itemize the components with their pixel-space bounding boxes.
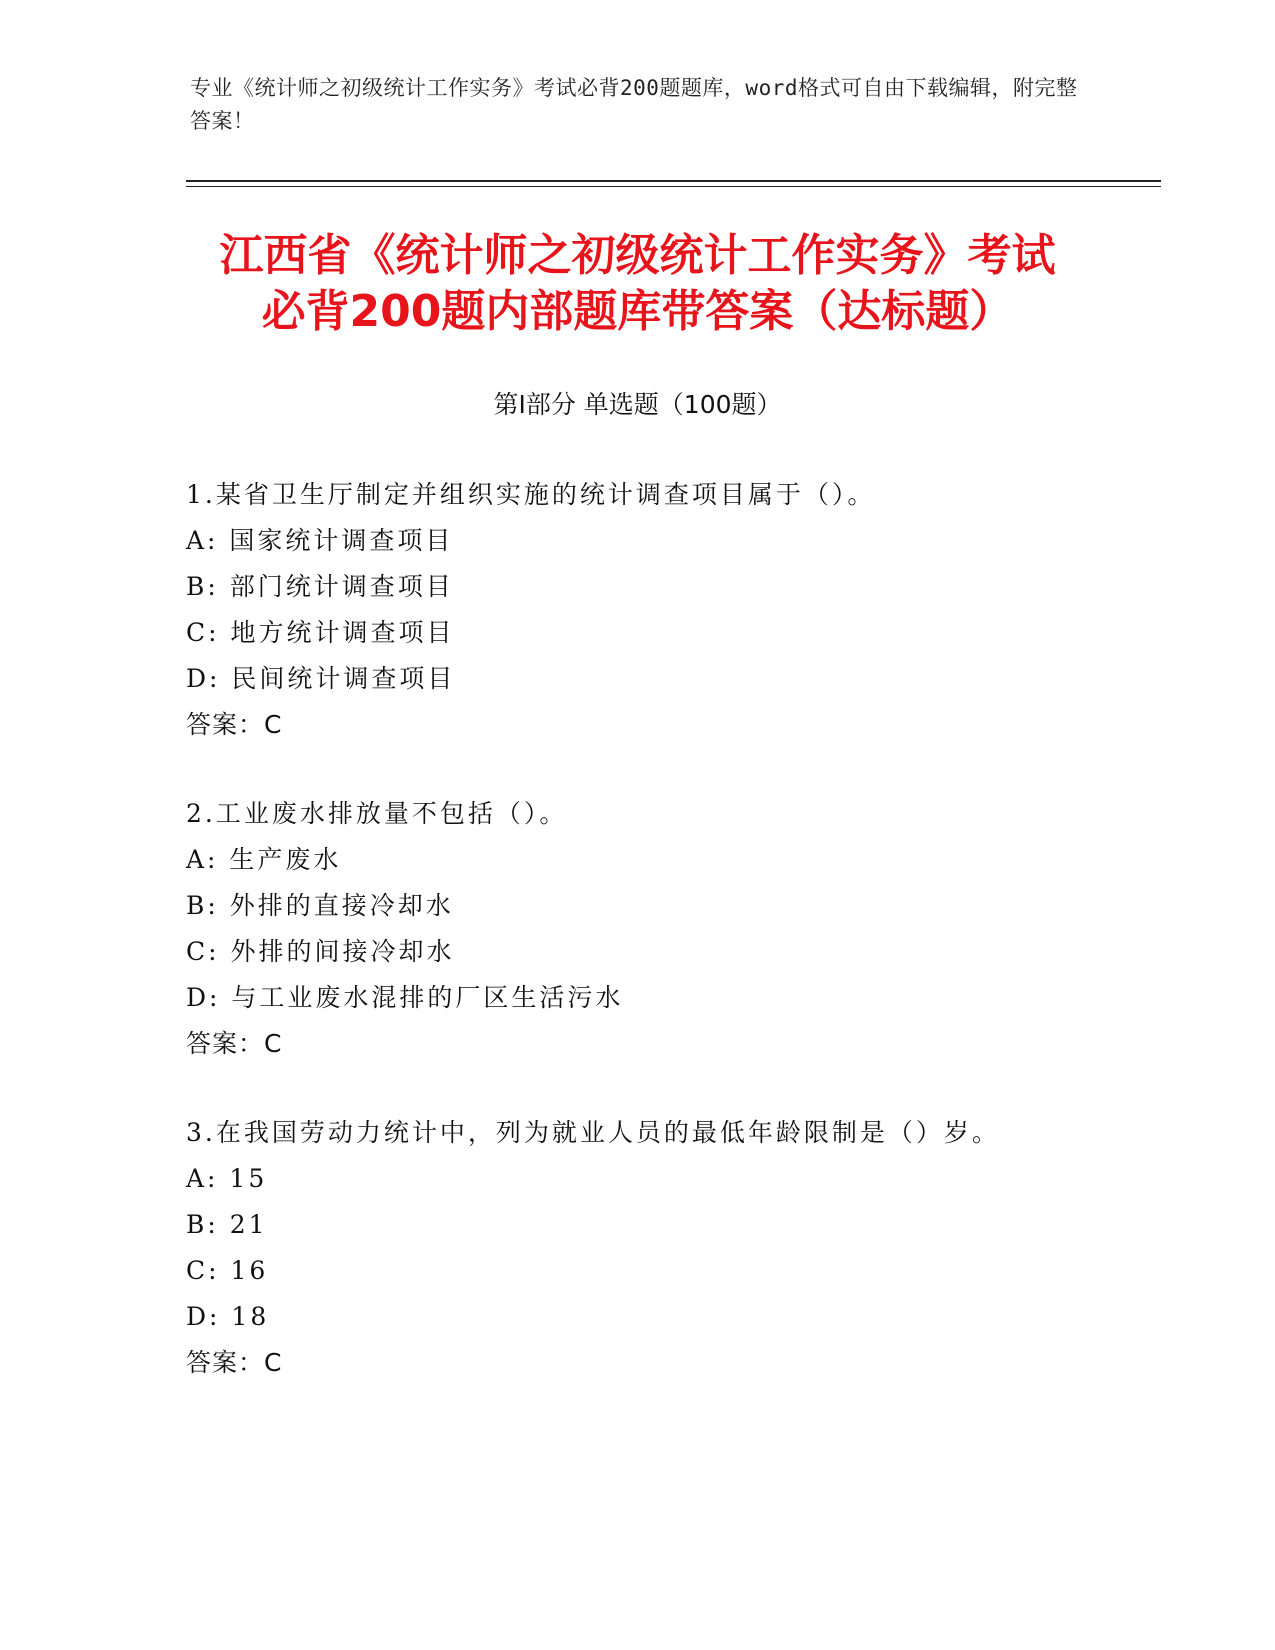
question-option-a: A: 15 (186, 1164, 268, 1193)
question-option-b: B: 外排的直接冷却水 (186, 891, 454, 920)
document-header-note: 专业《统计师之初级统计工作实务》考试必背200题题库，word格式可自由下载编辑，附完整答案！ (190, 76, 1078, 133)
question-option-b: B: 21 (186, 1210, 268, 1239)
document-title-line-1: 江西省《统计师之初级统计工作实务》考试 (219, 230, 1056, 281)
question-option-a: A: 国家统计调查项目 (186, 526, 454, 555)
section-heading: 第Ⅰ部分 单选题（100题） (493, 390, 782, 419)
question-option-c: C: 外排的间接冷却水 (186, 937, 455, 966)
document-title (130, 228, 1145, 340)
header-divider-thick (186, 180, 1161, 182)
question-block (186, 791, 1186, 1067)
question-stem: 1.某省卫生厅制定并组织实施的统计调查项目属于（）。 (186, 480, 876, 509)
question-stem: 3.在我国劳动力统计中，列为就业人员的最低年龄限制是（）岁。 (186, 1118, 1000, 1147)
question-option-c: C: 地方统计调查项目 (186, 618, 455, 647)
document-title-line-2: 必背200题内部题库带答案（达标题） (261, 286, 1014, 337)
header-divider-thin (186, 186, 1161, 187)
question-block (186, 472, 1186, 748)
question-stem: 2.工业废水排放量不包括（）。 (186, 799, 568, 828)
question-option-a: A: 生产废水 (186, 845, 342, 874)
question-option-d: D: 与工业废水混排的厂区生活污水 (186, 983, 624, 1012)
question-option-d: D: 民间统计调查项目 (186, 664, 456, 693)
question-answer: 答案：C (186, 1348, 283, 1377)
question-answer: 答案：C (186, 710, 283, 739)
question-answer: 答案：C (186, 1029, 283, 1058)
question-option-c: C: 16 (186, 1256, 269, 1285)
question-option-d: D: 18 (186, 1302, 270, 1331)
question-block (186, 1110, 1186, 1386)
question-option-b: B: 部门统计调查项目 (186, 572, 454, 601)
